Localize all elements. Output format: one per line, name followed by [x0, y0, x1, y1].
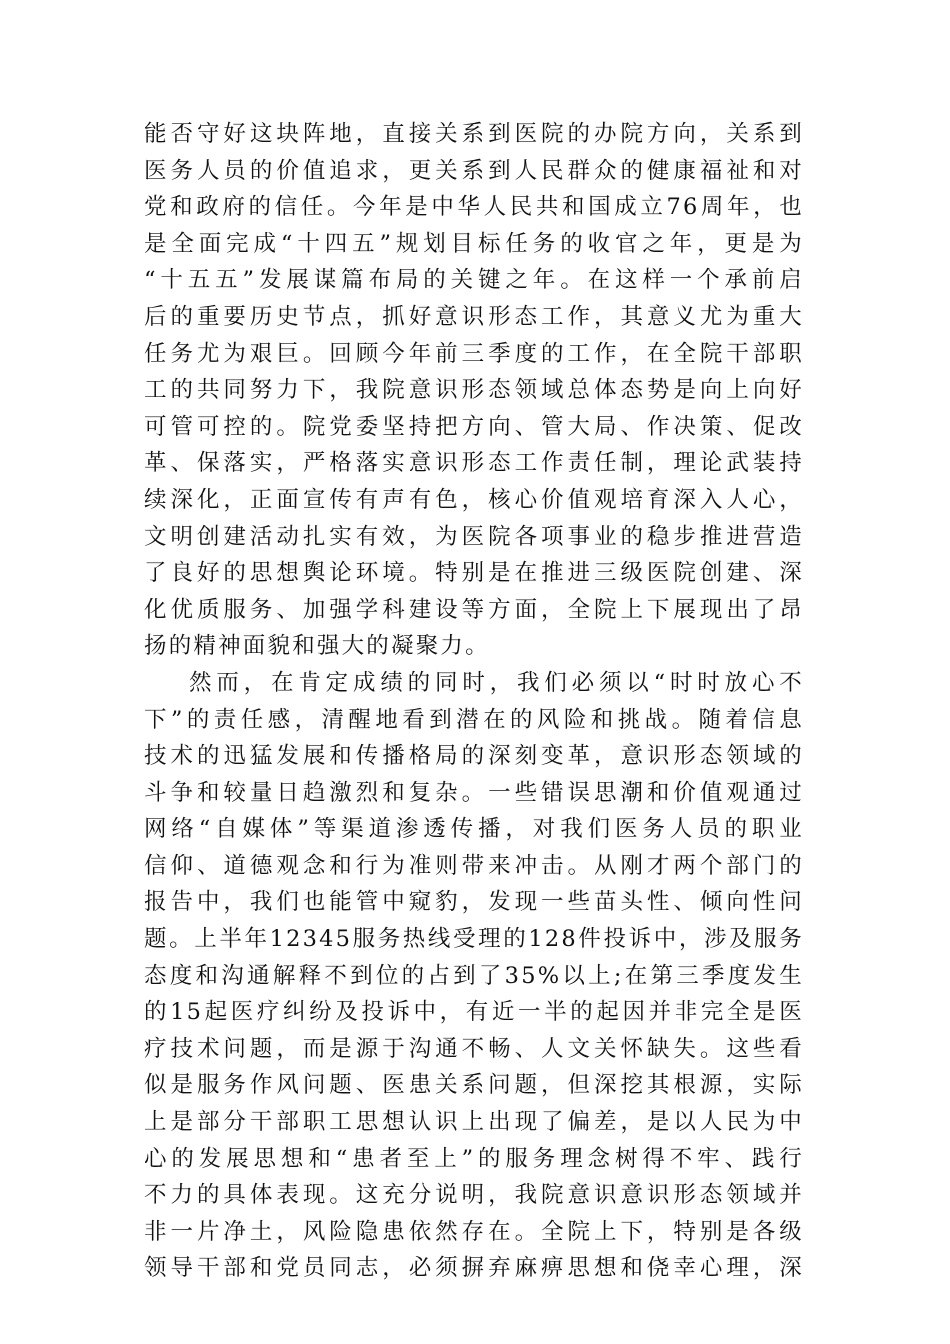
- paragraph-2-line: 的15起医疗纠纷及投诉中，有近一半的起因并非完全是医: [144, 999, 804, 1026]
- paragraph-2-line: 信仰、道德观念和行为准则带来冲击。从刚才两个部门的: [144, 852, 804, 879]
- paragraph-1-line: 能否守好这块阵地，直接关系到医院的办院方向，关系到: [144, 121, 804, 147]
- paragraph-2-line: 题。上半年12345服务热线受理的128件投诉中，涉及服务: [144, 926, 804, 953]
- paragraph-2-line: 网络“自媒体”等渠道渗透传播，对我们医务人员的职业: [144, 816, 804, 843]
- paragraph-2-line: 不力的具体表现。这充分说明，我院意识意识形态领域并: [144, 1182, 804, 1209]
- paragraph-2-line: 心的发展思想和“患者至上”的服务理念树得不牢、践行: [144, 1145, 804, 1172]
- paragraph-2-line: 上是部分干部职工思想认识上出现了偏差，是以人民为中: [144, 1109, 804, 1136]
- body-text: [144, 116, 804, 1287]
- paragraph-1-line: 是全面完成“十四五”规划目标任务的收官之年，更是为: [144, 230, 804, 257]
- paragraph-2-line: 报告中，我们也能管中窥豹，发现一些苗头性、倾向性问: [144, 889, 804, 916]
- paragraph-2-line: 领导干部和党员同志，必须摒弃麻痹思想和侥幸心理，深: [144, 1255, 804, 1282]
- paragraph-1-line: 了良好的思想舆论环境。特别是在推进三级医院创建、深: [144, 560, 804, 587]
- paragraph-1-line: 工的共同努力下，我院意识形态领域总体态势是向上向好: [144, 377, 804, 404]
- paragraph-1-line: “十五五”发展谋篇布局的关键之年。在这样一个承前启: [144, 267, 804, 294]
- paragraph-1-line: 续深化，正面宣传有声有色，核心价值观培育深入人心，: [144, 486, 804, 513]
- paragraph-1-line: 可管可控的。院党委坚持把方向、管大局、作决策、促改: [144, 413, 804, 440]
- paragraph-1-line: 党和政府的信任。今年是中华人民共和国成立76周年，也: [144, 194, 804, 221]
- paragraph-2-line: 斗争和较量日趋激烈和复杂。一些错误思潮和价值观通过: [144, 779, 804, 806]
- paragraph-2-line: 疗技术问题，而是源于沟通不畅、人文关怀缺失。这些看: [144, 1035, 804, 1062]
- paragraph-1-line: 文明创建活动扎实有效，为医院各项事业的稳步推进营造: [144, 523, 804, 550]
- paragraph-1-line: 任务尤为艰巨。回顾今年前三季度的工作，在全院干部职: [144, 340, 804, 367]
- paragraph-2-line: 下”的责任感，清醒地看到潜在的风险和挑战。随着信息: [144, 706, 804, 733]
- paragraph-1-line: 后的重要历史节点，抓好意识形态工作，其意义尤为重大: [144, 303, 804, 330]
- paragraph-2-line: 非一片净土，风险隐患依然存在。全院上下，特别是各级: [144, 1218, 804, 1245]
- paragraph-1-line: 医务人员的价值追求，更关系到人民群众的健康福祉和对: [144, 157, 804, 184]
- paragraph-2-line: 然而，在肯定成绩的同时，我们必须以“时时放心不: [189, 669, 804, 696]
- paragraph-1-line: 革、保落实，严格落实意识形态工作责任制，理论武装持: [144, 450, 804, 477]
- paragraph-2-line: 技术的迅猛发展和传播格局的深刻变革，意识形态领域的: [144, 743, 804, 770]
- paragraph-2-line: 似是服务作风问题、医患关系问题，但深挖其根源，实际: [144, 1072, 804, 1099]
- paragraph-2-line: 态度和沟通解释不到位的占到了35%以上;在第三季度发生: [144, 962, 804, 989]
- paragraph-1-line: 化优质服务、加强学科建设等方面，全院上下展现出了昂: [144, 596, 804, 623]
- paragraph-1-line: 扬的精神面貌和强大的凝聚力。: [144, 633, 490, 660]
